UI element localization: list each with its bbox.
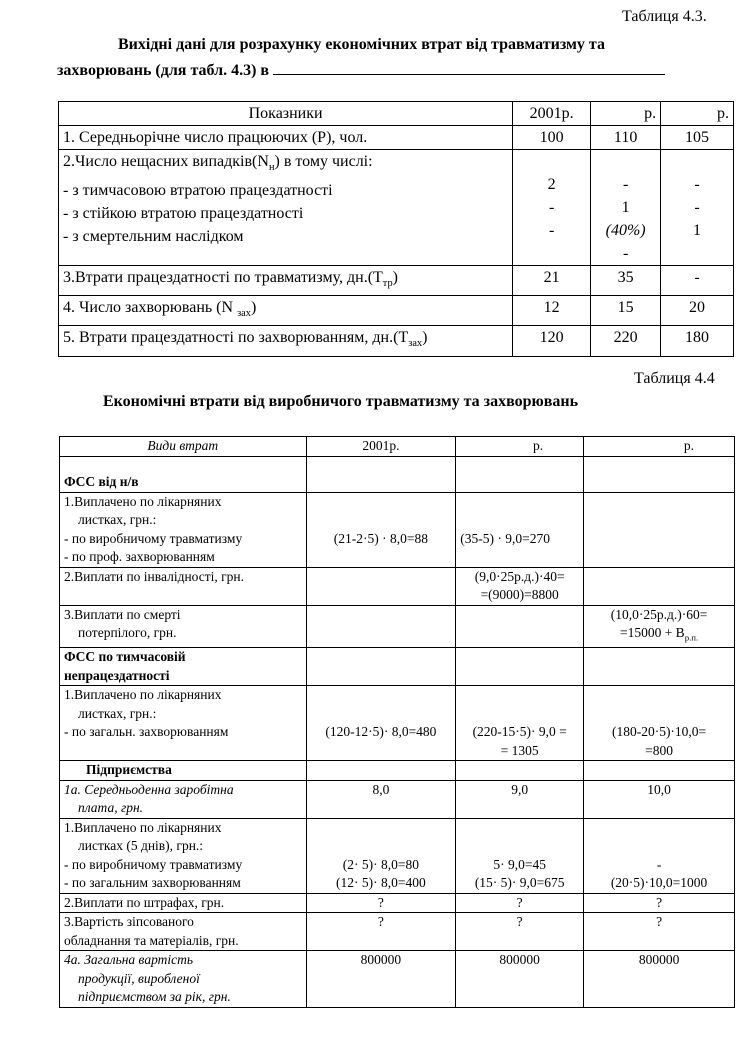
cell-value: 105 <box>661 126 734 150</box>
empty-cell <box>456 648 584 686</box>
row-label <box>60 913 307 951</box>
formula: (12· 5)· 8,0=400 <box>336 875 426 891</box>
cell-value: - <box>661 266 734 296</box>
cell-value: 10,0 <box>584 780 735 818</box>
formula: 5· 9,0=45 <box>493 856 546 872</box>
formula: =(9000)=8800 <box>480 587 559 602</box>
formula: (10,0·25р.д.)·60= <box>610 606 708 622</box>
formula: (220-15·5)· 9,0 = <box>472 724 567 740</box>
cell-value <box>584 686 735 761</box>
section-row <box>60 456 735 492</box>
row-label <box>59 266 513 296</box>
cell-value <box>456 686 584 761</box>
cell-value <box>306 686 456 761</box>
cell-value: 20 <box>661 296 734 326</box>
section-row <box>60 648 735 686</box>
label-text: 2.Число нещасних випадків(N <box>63 153 269 170</box>
table-4-3-title: Вихідні дані для розрахунку економічних втрат від травматизму та <box>118 36 605 53</box>
table-row <box>60 951 735 1008</box>
table-row <box>59 266 734 296</box>
table-row <box>60 818 735 893</box>
formula: (35-5) · 9,0=270 <box>460 530 550 546</box>
cell-value: 800000 <box>584 951 735 1008</box>
table-row <box>60 893 735 913</box>
row-label <box>60 951 307 1008</box>
cell-value: ? <box>584 913 735 951</box>
empty-cell <box>306 605 456 648</box>
section-heading: Підприємства <box>60 761 307 781</box>
cell-value: - <box>549 199 555 216</box>
section-row <box>60 761 735 781</box>
label-tail: ) в тому числі: <box>274 153 373 170</box>
economic-losses-table <box>59 436 735 1008</box>
row-label <box>60 780 307 818</box>
row-label: 2.Виплати по інвалідності, грн. <box>60 567 307 605</box>
cell-value: 180 <box>661 326 734 356</box>
cell-value: - <box>694 176 700 193</box>
header-cell: 2001р. <box>513 102 591 126</box>
cell-value: ? <box>306 893 456 913</box>
cell-value: 1 <box>621 199 630 216</box>
table-row <box>60 913 735 951</box>
cell-value: 12 <box>513 296 591 326</box>
empty-cell <box>306 761 456 781</box>
cell-value: 9,0 <box>456 780 584 818</box>
label-line: - по загальним захворюванням <box>64 875 241 891</box>
cell-value <box>456 567 584 605</box>
empty-cell <box>584 648 735 686</box>
row-label: 1. Середньорічне число працюючих (Р), чол. <box>59 126 513 150</box>
source-data-table <box>58 101 734 357</box>
table-4-4-label: Таблиця 4.4 <box>634 370 715 387</box>
row-label <box>60 605 307 648</box>
cell-value: 21 <box>513 266 591 296</box>
empty-cell <box>306 648 456 686</box>
empty-cell <box>456 456 584 492</box>
label-line: 1.Виплачено по лікарняних <box>64 493 222 509</box>
label-sub: зах <box>237 308 251 320</box>
cell-value: 2 <box>547 176 556 193</box>
empty-cell <box>456 761 584 781</box>
sub-item-label: - з тимчасовою втратою працездатності <box>63 182 333 200</box>
label-tail: ) <box>250 299 257 317</box>
label-line: - по виробничому травматизму <box>64 856 243 872</box>
label-line: 3.Виплати по смерті <box>64 606 181 622</box>
header-cell: р. <box>661 102 734 126</box>
label-sub: н <box>268 162 275 174</box>
label-text: 5. Втрати працездатності по захворюванням, дн.(Т <box>63 329 409 347</box>
formula: (9,0·25р.д.)·40= <box>474 568 565 584</box>
table-row <box>60 686 735 761</box>
label-line: підприємством за рік, грн. <box>78 989 231 1005</box>
cell-value: (40%) <box>605 222 646 239</box>
cell-value: - <box>622 176 629 193</box>
table-4-4-title: Економічні втрати від виробничого травматизму та захворювань <box>103 393 579 410</box>
table-row <box>60 605 735 648</box>
row-label <box>59 296 513 326</box>
table-row <box>59 326 734 356</box>
formula: (120-12·5)· 8,0=480 <box>325 724 437 740</box>
cell-value <box>456 492 584 567</box>
row-label <box>59 326 513 356</box>
formula: (2· 5)· 8,0=80 <box>342 856 420 872</box>
sub-item-label: - з смертельним наслідком <box>63 228 244 246</box>
cell-value: 8,0 <box>306 780 456 818</box>
label-line: 3.Вартість зіпсованого <box>64 914 194 930</box>
formula: (180-20·5)·10,0= <box>611 724 707 740</box>
label-text: 4. Число захворювань (N <box>63 299 238 317</box>
formula: (21-2·5) · 8,0=88 <box>333 530 428 546</box>
table-row <box>59 296 734 326</box>
heading-line: непрацездатності <box>64 667 170 683</box>
label-line: листках (5 днів), грн.: <box>78 838 204 854</box>
section-heading <box>60 648 307 686</box>
label-line: 4а. Загальна вартість <box>64 952 194 968</box>
empty-cell <box>584 761 735 781</box>
label-tail: ) <box>392 269 398 286</box>
heading-line: ФСС по тимчасовій <box>64 649 186 665</box>
cell-value: 220 <box>591 326 661 356</box>
label-line: обладнання та матеріалів, грн. <box>64 932 239 948</box>
formula: =800 <box>645 742 673 758</box>
cell-value: - <box>694 199 700 216</box>
table-row <box>60 780 735 818</box>
header-cell: р. <box>456 437 584 457</box>
row-label <box>60 686 307 761</box>
cell-value: 100 <box>513 126 591 150</box>
label-sub: тр <box>382 278 393 290</box>
label-line: 1.Виплачено по лікарняних <box>64 819 222 835</box>
table-row <box>60 492 735 567</box>
header-cell: 2001р. <box>306 437 456 457</box>
label-line: продукції, виробленої <box>78 970 200 986</box>
table-row <box>59 126 734 150</box>
cell-value: 120 <box>513 326 591 356</box>
empty-cell <box>584 567 735 605</box>
header-cell: Види втрат <box>60 437 307 457</box>
table-header-row <box>60 437 735 457</box>
table-row <box>60 567 735 605</box>
empty-cell <box>306 456 456 492</box>
label-tail: ) <box>422 329 428 347</box>
sub-item-label: - з стійкою втратою працездатності <box>63 205 304 223</box>
section-heading: ФСС від н/в <box>60 456 307 492</box>
cell-value: ? <box>456 893 584 913</box>
cell-value <box>306 492 456 567</box>
table-4-3-title-line2 <box>57 60 665 80</box>
cell-value: 1 <box>693 222 702 239</box>
header-cell: р. <box>591 102 661 126</box>
cell-value <box>456 818 584 893</box>
empty-cell <box>584 456 735 492</box>
formula: (20·5)·10,0=1000 <box>610 875 708 891</box>
cell-value: - <box>549 222 555 239</box>
cell-value: ? <box>306 913 456 951</box>
label-line: - по виробничому травматизму <box>64 530 243 546</box>
formula-sub: р.п. <box>684 632 699 643</box>
cell-value <box>513 150 591 266</box>
empty-cell <box>584 492 735 567</box>
cell-value <box>584 605 735 648</box>
cell-value: 800000 <box>456 951 584 1008</box>
table-header-row <box>59 102 734 126</box>
cell-value: 15 <box>591 296 661 326</box>
cell-value: 800000 <box>306 951 456 1008</box>
cell-value <box>584 818 735 893</box>
formula: = 1305 <box>500 742 539 758</box>
formula: =15000 + В <box>619 625 685 640</box>
cell-value: - <box>622 245 629 262</box>
cell-value <box>661 150 734 266</box>
label-line: листках, грн.: <box>78 512 157 527</box>
cell-value: 35 <box>591 266 661 296</box>
table-row <box>59 150 734 266</box>
label-line: листках, грн.: <box>78 705 157 721</box>
label-sub: зах <box>408 338 423 350</box>
label-text: 3.Втрати працездатності по травматизму, дн.(Т <box>63 269 383 286</box>
row-label: 2.Виплати по штрафах, грн. <box>60 893 307 913</box>
label-line: - по проф. захворюванням <box>64 549 215 564</box>
label-line: 1.Виплачено по лікарняних <box>64 687 222 703</box>
formula: - <box>656 856 662 872</box>
row-label <box>60 492 307 567</box>
cell-value <box>306 818 456 893</box>
row-label <box>59 150 513 266</box>
label-line: плата, грн. <box>78 800 144 816</box>
label-line: 1а. Середньоденна заробітна <box>64 781 234 797</box>
header-cell: р. <box>584 437 735 457</box>
cell-value: 110 <box>591 126 661 150</box>
cell-value <box>591 150 661 266</box>
empty-cell <box>306 567 456 605</box>
fill-in-blank[interactable] <box>273 60 665 75</box>
label-line: потерпілого, грн. <box>78 625 177 640</box>
cell-value: ? <box>584 893 735 913</box>
formula: (15· 5)· 9,0=675 <box>474 875 565 891</box>
cell-value: ? <box>456 913 584 951</box>
table-4-3-label: Таблиця 4.3. <box>622 8 707 25</box>
table-4-3-title-text: захворювань (для табл. 4.3) в <box>57 62 270 79</box>
empty-cell <box>456 605 584 648</box>
header-cell: Показники <box>59 102 513 126</box>
label-line: - по загальн. захворюванням <box>64 724 229 740</box>
row-label <box>60 818 307 893</box>
